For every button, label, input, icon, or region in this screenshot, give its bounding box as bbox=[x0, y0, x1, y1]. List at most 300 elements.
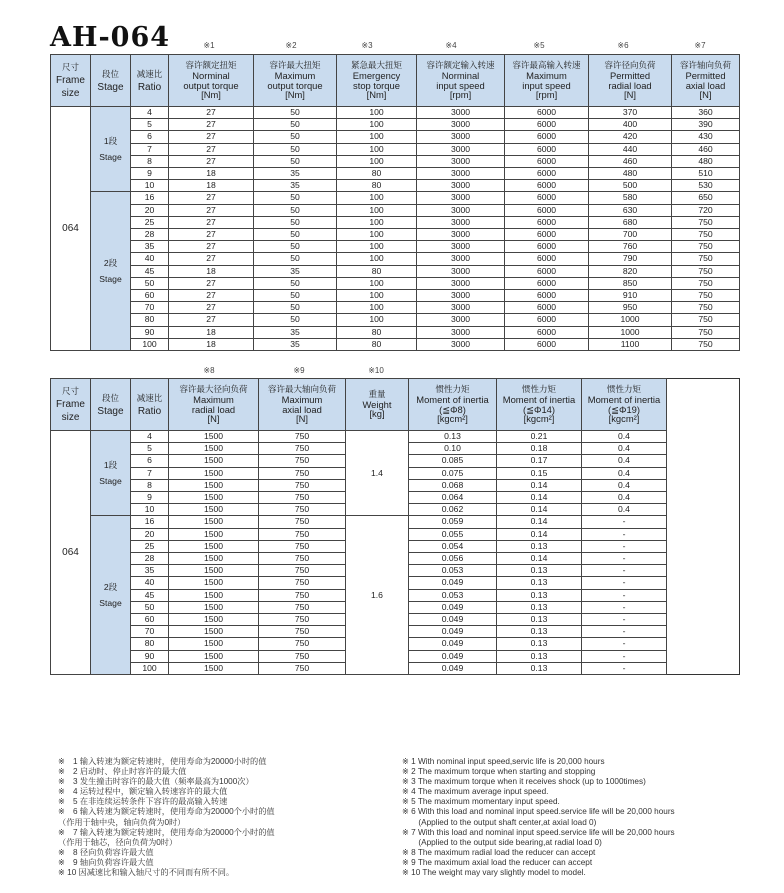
ratio-cell: 16 bbox=[131, 192, 169, 204]
table-row bbox=[51, 277, 740, 289]
value-cell: 50 bbox=[254, 119, 337, 131]
value-cell: 750 bbox=[259, 540, 346, 552]
note-line: （作用于轴芯，径向负荷为0时） bbox=[58, 837, 178, 847]
note-mark-4: ※4 bbox=[445, 41, 457, 50]
value-cell: 35 bbox=[254, 338, 337, 350]
value-cell: 0.18 bbox=[497, 443, 582, 455]
value-cell: 27 bbox=[169, 253, 254, 265]
value-cell: 1500 bbox=[169, 443, 259, 455]
ratio-cell: 80 bbox=[131, 638, 169, 650]
value-cell: 750 bbox=[259, 516, 346, 528]
value-cell: 1500 bbox=[169, 577, 259, 589]
value-cell: 510 bbox=[672, 168, 740, 180]
value-cell: 35 bbox=[254, 168, 337, 180]
ratio-cell: 8 bbox=[131, 155, 169, 167]
value-cell: 750 bbox=[672, 229, 740, 241]
value-cell: 3000 bbox=[417, 119, 505, 131]
value-cell: 750 bbox=[259, 577, 346, 589]
ratio-cell: 5 bbox=[131, 119, 169, 131]
value-cell: 27 bbox=[169, 216, 254, 228]
ratio-cell: 9 bbox=[131, 492, 169, 504]
header-col-2: 容许最大扭矩 Maximum output torque [Nm] bbox=[254, 55, 337, 107]
value-cell: 27 bbox=[169, 131, 254, 143]
table-row bbox=[51, 180, 740, 192]
value-cell: 0.068 bbox=[409, 479, 497, 491]
value-cell: 0.059 bbox=[409, 516, 497, 528]
value-cell: 80 bbox=[337, 265, 417, 277]
ratio-cell: 40 bbox=[131, 253, 169, 265]
value-cell: 0.085 bbox=[409, 455, 497, 467]
weight-cell: 1.4 bbox=[346, 431, 409, 516]
value-cell: 950 bbox=[589, 302, 672, 314]
value-cell: 760 bbox=[589, 241, 672, 253]
value-cell: 18 bbox=[169, 338, 254, 350]
ratio-cell: 8 bbox=[131, 479, 169, 491]
value-cell: 1500 bbox=[169, 528, 259, 540]
ratio-cell: 50 bbox=[131, 601, 169, 613]
value-cell: 580 bbox=[589, 192, 672, 204]
value-cell: 100 bbox=[337, 229, 417, 241]
note-mark-9: ※9 bbox=[293, 366, 305, 375]
note-mark-8: ※8 bbox=[203, 366, 215, 375]
value-cell: 750 bbox=[259, 650, 346, 662]
value-cell: 6000 bbox=[505, 216, 589, 228]
value-cell: 3000 bbox=[417, 143, 505, 155]
value-cell: 50 bbox=[254, 302, 337, 314]
value-cell: 1500 bbox=[169, 431, 259, 443]
value-cell: 0.13 bbox=[409, 431, 497, 443]
value-cell: 0.049 bbox=[409, 662, 497, 674]
value-cell: - bbox=[582, 553, 667, 565]
value-cell: 750 bbox=[259, 614, 346, 626]
value-cell: 480 bbox=[672, 155, 740, 167]
value-cell: 100 bbox=[337, 290, 417, 302]
note-mark-10: ※10 bbox=[368, 366, 384, 375]
value-cell: 750 bbox=[259, 467, 346, 479]
value-cell: 630 bbox=[589, 204, 672, 216]
table-row bbox=[51, 338, 740, 350]
value-cell: 6000 bbox=[505, 253, 589, 265]
table-row bbox=[51, 204, 740, 216]
header-stage: 段位 Stage bbox=[91, 379, 131, 431]
header-col-3: 重量 Weight [kg] bbox=[346, 379, 409, 431]
header-col-1: 容许最大径向负荷 Maximum radial load [N] bbox=[169, 379, 259, 431]
value-cell: 100 bbox=[337, 204, 417, 216]
value-cell: 100 bbox=[337, 241, 417, 253]
table-row bbox=[51, 516, 740, 528]
value-cell: 750 bbox=[672, 216, 740, 228]
table-row bbox=[51, 107, 740, 119]
value-cell: 650 bbox=[672, 192, 740, 204]
value-cell: 100 bbox=[337, 143, 417, 155]
note-line: ※ 2 启动时、停止时容许的最大值 bbox=[58, 767, 187, 777]
value-cell: 680 bbox=[589, 216, 672, 228]
notes-chinese bbox=[58, 757, 275, 878]
frame-size-cell: 064 bbox=[51, 107, 91, 351]
value-cell: 27 bbox=[169, 107, 254, 119]
value-cell: 790 bbox=[589, 253, 672, 265]
value-cell: 0.13 bbox=[497, 589, 582, 601]
value-cell: 0.14 bbox=[497, 516, 582, 528]
spec-table-load-inertia bbox=[50, 378, 740, 675]
value-cell: 750 bbox=[672, 338, 740, 350]
value-cell: 100 bbox=[337, 302, 417, 314]
frame-size-cell: 064 bbox=[51, 431, 91, 675]
value-cell: 750 bbox=[259, 443, 346, 455]
value-cell: 0.14 bbox=[497, 492, 582, 504]
value-cell: 1500 bbox=[169, 516, 259, 528]
value-cell: 50 bbox=[254, 155, 337, 167]
value-cell: 750 bbox=[259, 601, 346, 613]
note-line: ※ 6 With this load and nominal input speed.service life will be 20,000 hours bbox=[402, 807, 675, 817]
note-mark-6: ※6 bbox=[617, 41, 629, 50]
note-line: ※ 6 输入转速为额定转速时，使用寿命为20000个小时的值 bbox=[58, 807, 275, 817]
ratio-cell: 6 bbox=[131, 455, 169, 467]
value-cell: 750 bbox=[259, 492, 346, 504]
value-cell: 0.13 bbox=[497, 626, 582, 638]
value-cell: 0.13 bbox=[497, 601, 582, 613]
value-cell: 1500 bbox=[169, 662, 259, 674]
header-col-5: 惯性力矩 Moment of inertia (≦Φ14) [kgcm²] bbox=[497, 379, 582, 431]
value-cell: 27 bbox=[169, 155, 254, 167]
table-row bbox=[51, 431, 740, 443]
table-row bbox=[51, 314, 740, 326]
value-cell: 6000 bbox=[505, 265, 589, 277]
value-cell: 80 bbox=[337, 326, 417, 338]
value-cell: 27 bbox=[169, 241, 254, 253]
header-col-3: 紧急最大扭矩 Emergency stop torque [Nm] bbox=[337, 55, 417, 107]
value-cell: 750 bbox=[259, 479, 346, 491]
table-row bbox=[51, 302, 740, 314]
value-cell: 50 bbox=[254, 241, 337, 253]
value-cell: 0.049 bbox=[409, 577, 497, 589]
ratio-cell: 70 bbox=[131, 302, 169, 314]
value-cell: 1500 bbox=[169, 626, 259, 638]
value-cell: 0.10 bbox=[409, 443, 497, 455]
note-line: ※ 9 The maximum axial load the reducer can accept bbox=[402, 857, 593, 867]
value-cell: - bbox=[582, 638, 667, 650]
value-cell: 3000 bbox=[417, 192, 505, 204]
note-mark-7: ※7 bbox=[694, 41, 706, 50]
value-cell: 6000 bbox=[505, 314, 589, 326]
table-row bbox=[51, 119, 740, 131]
value-cell: 1000 bbox=[589, 314, 672, 326]
value-cell: 0.13 bbox=[497, 650, 582, 662]
value-cell: 27 bbox=[169, 314, 254, 326]
value-cell: 35 bbox=[254, 180, 337, 192]
value-cell: 750 bbox=[672, 241, 740, 253]
value-cell: 390 bbox=[672, 119, 740, 131]
value-cell: 50 bbox=[254, 107, 337, 119]
value-cell: 100 bbox=[337, 216, 417, 228]
value-cell: 6000 bbox=[505, 143, 589, 155]
value-cell: 0.049 bbox=[409, 614, 497, 626]
value-cell: 750 bbox=[672, 277, 740, 289]
value-cell: 750 bbox=[259, 589, 346, 601]
note-line: ※ 5 The maximum momentary input speed. bbox=[402, 797, 560, 807]
value-cell: 6000 bbox=[505, 168, 589, 180]
value-cell: - bbox=[582, 662, 667, 674]
value-cell: 0.049 bbox=[409, 626, 497, 638]
value-cell: 6000 bbox=[505, 326, 589, 338]
note-mark-3: ※3 bbox=[361, 41, 373, 50]
value-cell: 3000 bbox=[417, 216, 505, 228]
value-cell: 0.14 bbox=[497, 553, 582, 565]
value-cell: 100 bbox=[337, 119, 417, 131]
value-cell: 3000 bbox=[417, 155, 505, 167]
value-cell: 80 bbox=[337, 180, 417, 192]
table-row bbox=[51, 265, 740, 277]
value-cell: 850 bbox=[589, 277, 672, 289]
stage-cell: 2段 Stage bbox=[91, 516, 131, 675]
value-cell: - bbox=[582, 565, 667, 577]
value-cell: 1000 bbox=[589, 326, 672, 338]
value-cell: 1500 bbox=[169, 540, 259, 552]
header-col-2: 容许最大轴向负荷 Maximum axial load [N] bbox=[259, 379, 346, 431]
ratio-cell: 20 bbox=[131, 528, 169, 540]
value-cell: 50 bbox=[254, 229, 337, 241]
value-cell: 430 bbox=[672, 131, 740, 143]
header-col-1: 容许额定扭矩 Norminal output torque [Nm] bbox=[169, 55, 254, 107]
value-cell: 3000 bbox=[417, 326, 505, 338]
value-cell: 3000 bbox=[417, 265, 505, 277]
ratio-cell: 60 bbox=[131, 290, 169, 302]
value-cell: 1500 bbox=[169, 553, 259, 565]
ratio-cell: 45 bbox=[131, 589, 169, 601]
value-cell: 0.054 bbox=[409, 540, 497, 552]
value-cell: 3000 bbox=[417, 241, 505, 253]
value-cell: 1100 bbox=[589, 338, 672, 350]
value-cell: - bbox=[582, 626, 667, 638]
value-cell: 1500 bbox=[169, 638, 259, 650]
ratio-cell: 4 bbox=[131, 107, 169, 119]
value-cell: 370 bbox=[589, 107, 672, 119]
value-cell: 0.13 bbox=[497, 577, 582, 589]
value-cell: 0.14 bbox=[497, 528, 582, 540]
value-cell: 1500 bbox=[169, 492, 259, 504]
table-row bbox=[51, 241, 740, 253]
value-cell: 6000 bbox=[505, 107, 589, 119]
value-cell: 3000 bbox=[417, 277, 505, 289]
value-cell: 750 bbox=[672, 265, 740, 277]
header-col-4: 惯性力矩 Moment of inertia (≦Φ8) [kgcm²] bbox=[409, 379, 497, 431]
value-cell: - bbox=[582, 577, 667, 589]
note-mark-5: ※5 bbox=[533, 41, 545, 50]
value-cell: 0.13 bbox=[497, 565, 582, 577]
value-cell: 360 bbox=[672, 107, 740, 119]
value-cell: 50 bbox=[254, 204, 337, 216]
header-col-7: 容许轴向负荷 Permitted axial load [N] bbox=[672, 55, 740, 107]
value-cell: 0.056 bbox=[409, 553, 497, 565]
table-row bbox=[51, 155, 740, 167]
table2-note-marks bbox=[0, 366, 784, 376]
value-cell: 750 bbox=[672, 253, 740, 265]
value-cell: 0.14 bbox=[497, 504, 582, 516]
value-cell: 3000 bbox=[417, 131, 505, 143]
value-cell: 750 bbox=[259, 455, 346, 467]
note-line: ※ 7 With this load and nominal input speed.service life will be 20,000 hours bbox=[402, 827, 675, 837]
value-cell: 3000 bbox=[417, 107, 505, 119]
note-line: ※ 1 输入转速为额定转速时，使用寿命为20000小时的值 bbox=[58, 757, 267, 766]
table-row bbox=[51, 290, 740, 302]
ratio-cell: 7 bbox=[131, 467, 169, 479]
value-cell: 0.13 bbox=[497, 638, 582, 650]
table-row bbox=[51, 143, 740, 155]
value-cell: 0.4 bbox=[582, 467, 667, 479]
value-cell: 1500 bbox=[169, 601, 259, 613]
value-cell: 420 bbox=[589, 131, 672, 143]
value-cell: 0.13 bbox=[497, 614, 582, 626]
header-ratio: 减速比 Ratio bbox=[131, 379, 169, 431]
value-cell: 6000 bbox=[505, 192, 589, 204]
value-cell: 0.4 bbox=[582, 431, 667, 443]
value-cell: 440 bbox=[589, 143, 672, 155]
value-cell: 6000 bbox=[505, 277, 589, 289]
value-cell: 18 bbox=[169, 168, 254, 180]
value-cell: 500 bbox=[589, 180, 672, 192]
value-cell: 27 bbox=[169, 229, 254, 241]
value-cell: 3000 bbox=[417, 338, 505, 350]
note-mark-2: ※2 bbox=[285, 41, 297, 50]
header-ratio: 减速比 Ratio bbox=[131, 55, 169, 107]
value-cell: 0.053 bbox=[409, 565, 497, 577]
value-cell: 50 bbox=[254, 131, 337, 143]
value-cell: 750 bbox=[259, 638, 346, 650]
ratio-cell: 28 bbox=[131, 229, 169, 241]
note-line: ※ 10 The weight may vary slightly model to model. bbox=[402, 868, 586, 878]
value-cell: - bbox=[582, 650, 667, 662]
note-line: （作用于轴中央，轴向负荷为0时） bbox=[58, 817, 186, 827]
value-cell: 80 bbox=[337, 168, 417, 180]
value-cell: 3000 bbox=[417, 204, 505, 216]
value-cell: 27 bbox=[169, 204, 254, 216]
value-cell: - bbox=[582, 589, 667, 601]
value-cell: 50 bbox=[254, 277, 337, 289]
value-cell: 0.049 bbox=[409, 638, 497, 650]
ratio-cell: 10 bbox=[131, 180, 169, 192]
note-line: ※ 7 输入转速为额定转速时，使用寿命为20000个小时的值 bbox=[58, 827, 275, 837]
stage-cell: 1段 Stage bbox=[91, 107, 131, 192]
value-cell: 6000 bbox=[505, 338, 589, 350]
ratio-cell: 50 bbox=[131, 277, 169, 289]
value-cell: 1500 bbox=[169, 504, 259, 516]
value-cell: 0.13 bbox=[497, 540, 582, 552]
value-cell: 18 bbox=[169, 265, 254, 277]
value-cell: 3000 bbox=[417, 168, 505, 180]
table-row bbox=[51, 216, 740, 228]
table-row bbox=[51, 253, 740, 265]
ratio-cell: 9 bbox=[131, 168, 169, 180]
table-row bbox=[51, 326, 740, 338]
value-cell: 0.4 bbox=[582, 504, 667, 516]
value-cell: 400 bbox=[589, 119, 672, 131]
weight-cell: 1.6 bbox=[346, 516, 409, 675]
table-row bbox=[51, 168, 740, 180]
table-row bbox=[51, 131, 740, 143]
value-cell: 50 bbox=[254, 216, 337, 228]
value-cell: 0.053 bbox=[409, 589, 497, 601]
header-col-5: 容许最高输入转速 Maximum input speed [rpm] bbox=[505, 55, 589, 107]
header-col-6: 容许径向负荷 Permitted radial load [N] bbox=[589, 55, 672, 107]
value-cell: 1500 bbox=[169, 479, 259, 491]
header-stage: 段位 Stage bbox=[91, 55, 131, 107]
value-cell: 0.049 bbox=[409, 650, 497, 662]
value-cell: 460 bbox=[672, 143, 740, 155]
ratio-cell: 35 bbox=[131, 241, 169, 253]
note-line: ※ 10 因减速比和输入轴尺寸的不同而有所不同。 bbox=[58, 868, 235, 878]
value-cell: 750 bbox=[259, 626, 346, 638]
value-cell: 460 bbox=[589, 155, 672, 167]
value-cell: 6000 bbox=[505, 302, 589, 314]
value-cell: 820 bbox=[589, 265, 672, 277]
value-cell: 18 bbox=[169, 326, 254, 338]
value-cell: 80 bbox=[337, 338, 417, 350]
value-cell: 0.062 bbox=[409, 504, 497, 516]
stage-cell: 1段 Stage bbox=[91, 431, 131, 516]
value-cell: 0.055 bbox=[409, 528, 497, 540]
value-cell: 0.075 bbox=[409, 467, 497, 479]
value-cell: - bbox=[582, 516, 667, 528]
note-line: ※ 2 The maximum torque when starting and stopping bbox=[402, 767, 596, 777]
value-cell: 6000 bbox=[505, 290, 589, 302]
ratio-cell: 100 bbox=[131, 662, 169, 674]
ratio-cell: 25 bbox=[131, 216, 169, 228]
value-cell: 6000 bbox=[505, 229, 589, 241]
header-col-6: 惯性力矩 Moment of inertia (≦Φ19) [kgcm²] bbox=[582, 379, 667, 431]
ratio-cell: 45 bbox=[131, 265, 169, 277]
value-cell: 0.4 bbox=[582, 443, 667, 455]
ratio-cell: 7 bbox=[131, 143, 169, 155]
ratio-cell: 80 bbox=[131, 314, 169, 326]
value-cell: 1500 bbox=[169, 650, 259, 662]
value-cell: 1500 bbox=[169, 589, 259, 601]
value-cell: 6000 bbox=[505, 119, 589, 131]
ratio-cell: 10 bbox=[131, 504, 169, 516]
value-cell: 750 bbox=[672, 302, 740, 314]
ratio-cell: 90 bbox=[131, 326, 169, 338]
value-cell: 50 bbox=[254, 290, 337, 302]
value-cell: 0.049 bbox=[409, 601, 497, 613]
value-cell: 910 bbox=[589, 290, 672, 302]
value-cell: 1500 bbox=[169, 455, 259, 467]
note-mark-1: ※1 bbox=[203, 41, 215, 50]
table1-note-marks bbox=[0, 41, 784, 51]
value-cell: 1500 bbox=[169, 614, 259, 626]
value-cell: 35 bbox=[254, 265, 337, 277]
value-cell: 27 bbox=[169, 143, 254, 155]
value-cell: 1500 bbox=[169, 565, 259, 577]
value-cell: 750 bbox=[672, 326, 740, 338]
value-cell: 750 bbox=[672, 290, 740, 302]
note-line: (Applied to the output side bearing,at radial load 0) bbox=[402, 837, 602, 847]
ratio-cell: 20 bbox=[131, 204, 169, 216]
value-cell: 100 bbox=[337, 107, 417, 119]
value-cell: 27 bbox=[169, 290, 254, 302]
value-cell: 0.21 bbox=[497, 431, 582, 443]
value-cell: 27 bbox=[169, 277, 254, 289]
header-col-4: 容许额定输入转速 Norminal input speed [rpm] bbox=[417, 55, 505, 107]
table-row bbox=[51, 192, 740, 204]
value-cell: 50 bbox=[254, 253, 337, 265]
note-line: ※ 4 The maximum average input speed. bbox=[402, 787, 549, 797]
ratio-cell: 35 bbox=[131, 565, 169, 577]
value-cell: 27 bbox=[169, 192, 254, 204]
value-cell: 750 bbox=[259, 431, 346, 443]
value-cell: 18 bbox=[169, 180, 254, 192]
ratio-cell: 90 bbox=[131, 650, 169, 662]
value-cell: 3000 bbox=[417, 253, 505, 265]
stage-cell: 2段 Stage bbox=[91, 192, 131, 351]
